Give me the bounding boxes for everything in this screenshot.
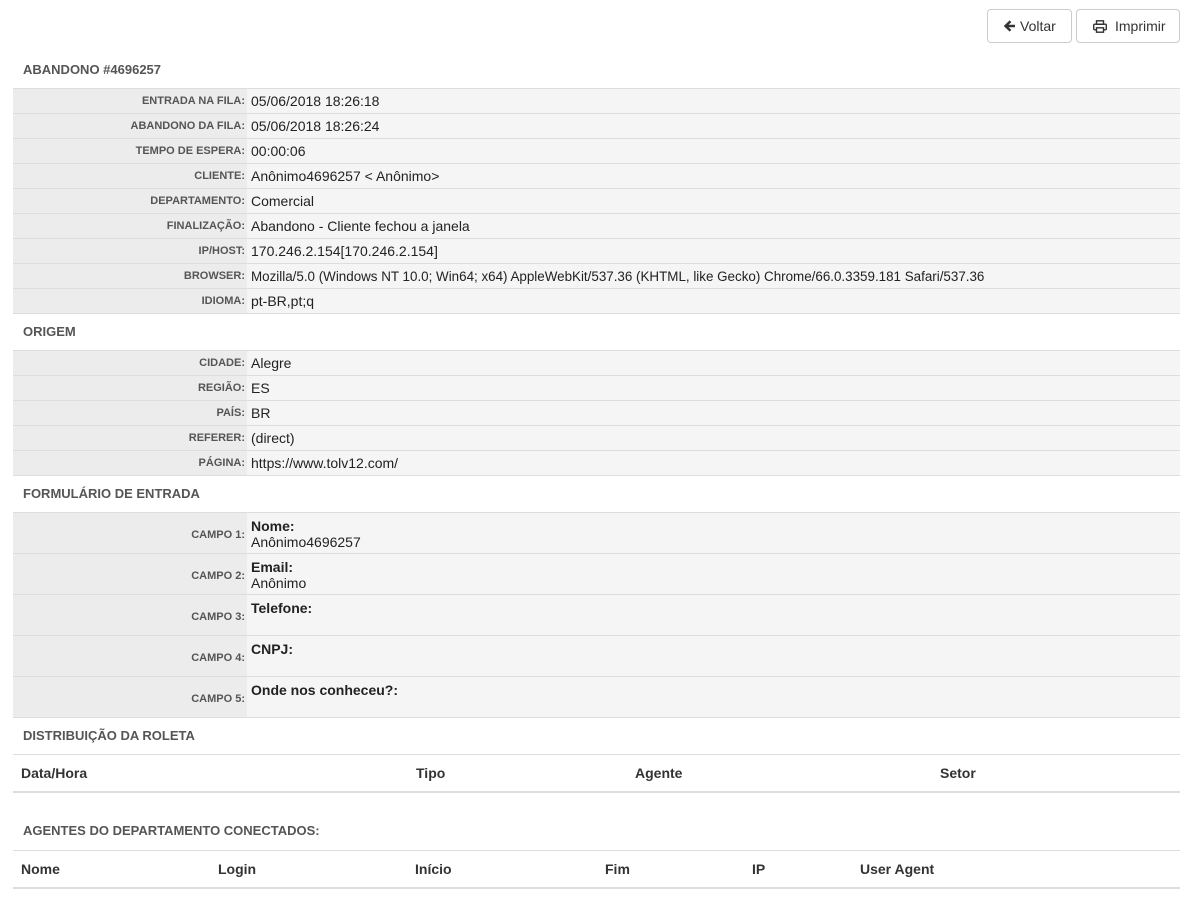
- detail-label: REFERER:: [13, 426, 247, 451]
- column-header-setor: Setor: [932, 755, 1180, 793]
- form-field-key: CNPJ:: [251, 641, 294, 657]
- origem-row-referer: [13, 426, 1180, 451]
- printer-icon: [1093, 20, 1107, 33]
- column-header-login: Login: [210, 851, 407, 889]
- column-header-nome: Nome: [13, 851, 210, 889]
- detail-row-entrada: [13, 89, 1180, 114]
- detail-label: PAÍS:: [13, 401, 247, 426]
- form-row-campo-5: [13, 677, 1180, 718]
- detail-value: BR: [247, 401, 1180, 426]
- form-field-cell: [247, 636, 1180, 677]
- agentes-header-row: [13, 851, 1180, 889]
- print-button[interactable]: [1076, 9, 1180, 43]
- detail-label: FINALIZAÇÃO:: [13, 214, 247, 239]
- detail-label: IDIOMA:: [13, 289, 247, 314]
- form-field-cell: [247, 513, 1180, 554]
- back-button[interactable]: [987, 9, 1072, 43]
- form-field-label: CAMPO 5:: [13, 677, 247, 718]
- form-field-cell: [247, 677, 1180, 718]
- print-button-label: Imprimir: [1115, 18, 1166, 34]
- detail-value: Mozilla/5.0 (Windows NT 10.0; Win64; x64) AppleWebKit/537.36 (KHTML, like Gecko) Chrome/66.0.3359.181 Safari/537.36: [247, 264, 1180, 289]
- form-row-campo-3: [13, 595, 1180, 636]
- detail-value: 05/06/2018 18:26:18: [247, 89, 1180, 114]
- form-field-label: CAMPO 3:: [13, 595, 247, 636]
- detail-label: CIDADE:: [13, 351, 247, 376]
- detail-label: ABANDONO DA FILA:: [13, 114, 247, 139]
- detail-row-cliente: [13, 164, 1180, 189]
- formulario-title: FORMULÁRIO DE ENTRADA: [23, 486, 200, 501]
- form-row-campo-4: [13, 636, 1180, 677]
- detail-row-iphost: [13, 239, 1180, 264]
- detail-value: Alegre: [247, 351, 1180, 376]
- detail-label: DEPARTAMENTO:: [13, 189, 247, 214]
- detail-label: REGIÃO:: [13, 376, 247, 401]
- report-content: [13, 57, 1180, 889]
- form-field-value: Anônimo4696257: [251, 534, 361, 550]
- origem-row-regiao: [13, 376, 1180, 401]
- detail-label: TEMPO DE ESPERA:: [13, 139, 247, 164]
- detail-label: CLIENTE:: [13, 164, 247, 189]
- detail-row-idioma: [13, 289, 1180, 314]
- detail-value: Anônimo4696257 < Anônimo>: [247, 164, 1180, 189]
- form-field-label: CAMPO 4:: [13, 636, 247, 677]
- column-header-user-agent: User Agent: [852, 851, 1180, 889]
- origem-row-pagina: [13, 451, 1180, 476]
- roleta-header-row: [13, 755, 1180, 793]
- origem-title: ORIGEM: [23, 324, 76, 339]
- detail-label: ENTRADA NA FILA:: [13, 89, 247, 114]
- detail-value: 00:00:06: [247, 139, 1180, 164]
- column-header-data-hora: Data/Hora: [13, 755, 408, 793]
- form-field-key: Email:: [251, 559, 294, 575]
- detail-row-abandono: [13, 114, 1180, 139]
- column-header-inicio: Início: [407, 851, 597, 889]
- form-field-key: Onde nos conheceu?:: [251, 682, 399, 698]
- roleta-table: [13, 754, 1180, 793]
- form-field-label: CAMPO 2:: [13, 554, 247, 595]
- formulario-table: [13, 512, 1180, 718]
- form-field-value: Anônimo: [251, 575, 307, 591]
- arrow-left-icon: [1004, 20, 1016, 32]
- form-row-campo-1: [13, 513, 1180, 554]
- detail-value: https://www.tolv12.com/: [247, 451, 1180, 476]
- detail-label: BROWSER:: [13, 264, 247, 289]
- detail-value: 170.246.2.154[170.246.2.154]: [247, 239, 1180, 264]
- roleta-title: DISTRIBUIÇÃO DA ROLETA: [23, 728, 195, 743]
- column-header-tipo: Tipo: [408, 755, 627, 793]
- form-field-cell: [247, 554, 1180, 595]
- form-field-label: CAMPO 1:: [13, 513, 247, 554]
- back-button-label: Voltar: [1020, 18, 1056, 34]
- detail-value: Abandono - Cliente fechou a janela: [247, 214, 1180, 239]
- form-row-campo-2: [13, 554, 1180, 595]
- detail-row-browser: [13, 264, 1180, 289]
- form-field-cell: [247, 595, 1180, 636]
- form-field-key: Telefone:: [251, 600, 313, 616]
- column-header-ip: IP: [744, 851, 852, 889]
- detail-value: (direct): [247, 426, 1180, 451]
- detail-label: IP/HOST:: [13, 239, 247, 264]
- detail-value: 05/06/2018 18:26:24: [247, 114, 1180, 139]
- agentes-title: AGENTES DO DEPARTAMENTO CONECTADOS:: [23, 823, 320, 838]
- abandono-details-table: [13, 88, 1180, 314]
- detail-value: Comercial: [247, 189, 1180, 214]
- column-header-agente: Agente: [627, 755, 932, 793]
- detail-value: pt-BR,pt;q: [247, 289, 1180, 314]
- form-field-key: Nome:: [251, 518, 295, 534]
- origem-table: [13, 350, 1180, 476]
- detail-value: ES: [247, 376, 1180, 401]
- column-header-fim: Fim: [597, 851, 744, 889]
- agentes-table: [13, 850, 1180, 889]
- detail-row-finalizacao: [13, 214, 1180, 239]
- toolbar: [987, 9, 1180, 43]
- detail-row-tempo: [13, 139, 1180, 164]
- origem-row-cidade: [13, 351, 1180, 376]
- detail-label: PÁGINA:: [13, 451, 247, 476]
- abandono-title: ABANDONO #4696257: [23, 62, 162, 77]
- origem-row-pais: [13, 401, 1180, 426]
- detail-row-departamento: [13, 189, 1180, 214]
